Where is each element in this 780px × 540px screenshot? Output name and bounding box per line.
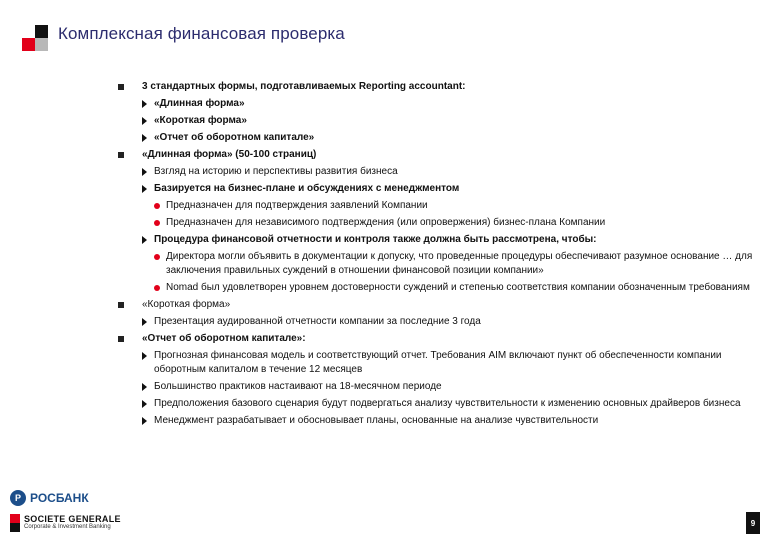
rosbank-icon: Р bbox=[10, 490, 26, 506]
bullet-item-level-1 bbox=[118, 332, 758, 346]
bullet-text: Базируется на бизнес-плане и обсуждениях с менеджментом bbox=[154, 183, 460, 194]
square-bullet-icon bbox=[118, 302, 124, 308]
bullet-item-level-2 bbox=[118, 233, 758, 247]
triangle-bullet-icon bbox=[142, 417, 147, 425]
bullet-item-level-2 bbox=[118, 131, 758, 145]
logo-square-gray bbox=[35, 38, 48, 51]
bullet-item-level-3 bbox=[118, 199, 758, 213]
page-number: 9 bbox=[746, 512, 760, 534]
bullet-text: Прогнозная финансовая модель и соответствующий отчет. Требования AIM включают пункт об обеспеченности компании оборотным капиталом в течение 12 месяцев bbox=[154, 350, 722, 375]
bullet-text: Большинство практиков настаивают на 18-месячном периоде bbox=[154, 381, 442, 392]
bullet-item-level-2 bbox=[118, 97, 758, 111]
bullet-item-level-2 bbox=[118, 165, 758, 179]
triangle-bullet-icon bbox=[142, 383, 147, 391]
page-title: Комплексная финансовая проверка bbox=[58, 24, 345, 43]
bullet-item-level-3 bbox=[118, 216, 758, 230]
bullet-item-level-2 bbox=[118, 182, 758, 196]
bullet-text: Процедура финансовой отчетности и контроля также должна быть рассмотрена, чтобы: bbox=[154, 234, 597, 245]
bullet-list bbox=[118, 80, 758, 431]
bullet-text: Nomad был удовлетворен уровнем достоверности суждений и степенью соответствия компании обозначенным требованиям bbox=[166, 282, 750, 293]
triangle-bullet-icon bbox=[142, 400, 147, 408]
bullet-item-level-1 bbox=[118, 80, 758, 94]
bullet-item-level-2 bbox=[118, 114, 758, 128]
bullet-item-level-3 bbox=[118, 281, 758, 295]
rosbank-name: РОСБАНК bbox=[30, 491, 89, 505]
bullet-item-level-2 bbox=[118, 315, 758, 329]
bullet-text: «Длинная форма» (50-100 страниц) bbox=[142, 149, 317, 160]
header-logo-squares bbox=[0, 0, 60, 60]
triangle-bullet-icon bbox=[142, 134, 147, 142]
bullet-text: «Длинная форма» bbox=[154, 98, 245, 109]
square-bullet-icon bbox=[118, 336, 124, 342]
bullet-item-level-1 bbox=[118, 298, 758, 312]
bullet-item-level-1 bbox=[118, 148, 758, 162]
bullet-text: «Короткая форма» bbox=[154, 115, 247, 126]
triangle-bullet-icon bbox=[142, 352, 147, 360]
triangle-bullet-icon bbox=[142, 185, 147, 193]
bullet-text: 3 стандартных формы, подготавливаемых Reporting accountant: bbox=[142, 81, 466, 92]
sg-mark-icon bbox=[10, 514, 20, 532]
bullet-text: Предназначен для независимого подтверждения (или опровержения) бизнес-плана Компании bbox=[166, 217, 606, 228]
bullet-text: Взгляд на историю и перспективы развития бизнеса bbox=[154, 166, 398, 177]
triangle-bullet-icon bbox=[142, 168, 147, 176]
dot-bullet-icon bbox=[154, 254, 160, 260]
bullet-text: Презентация аудированной отчетности компании за последние 3 года bbox=[154, 316, 481, 327]
bullet-text: Директора могли объявить в документации к допуску, что проведенные процедуры обеспечивают разумное основание … для заключения правильных суждений в отношении финансовой позиции компании» bbox=[166, 251, 753, 276]
triangle-bullet-icon bbox=[142, 100, 147, 108]
bullet-text: Предположения базового сценария будут подвергаться анализу чувствительности к изменению основных драйверов бизнеса bbox=[154, 398, 741, 409]
triangle-bullet-icon bbox=[142, 236, 147, 244]
bullet-item-level-2 bbox=[118, 380, 758, 394]
bullet-text: Предназначен для подтверждения заявлений Компании bbox=[166, 200, 428, 211]
logo-square-black bbox=[35, 25, 48, 38]
square-bullet-icon bbox=[118, 84, 124, 90]
bullet-item-level-2 bbox=[118, 414, 758, 428]
bullet-text: Менеджмент разрабатывает и обосновывает планы, основанные на анализе чувствительности bbox=[154, 415, 599, 426]
footer-logos bbox=[10, 488, 121, 532]
bullet-text: «Короткая форма» bbox=[142, 299, 231, 310]
bullet-item-level-3 bbox=[118, 250, 758, 278]
bullet-item-level-2 bbox=[118, 397, 758, 411]
bullet-item-level-2 bbox=[118, 349, 758, 377]
bullet-text: «Отчет об оборотном капитале» bbox=[154, 132, 315, 143]
rosbank-logo bbox=[10, 488, 121, 508]
triangle-bullet-icon bbox=[142, 318, 147, 326]
societe-generale-logo bbox=[10, 514, 121, 532]
sg-subtitle: Corporate & Investment Banking bbox=[24, 524, 111, 530]
dot-bullet-icon bbox=[154, 203, 160, 209]
sg-name: SOCIETE GENERALE bbox=[24, 514, 121, 524]
triangle-bullet-icon bbox=[142, 117, 147, 125]
dot-bullet-icon bbox=[154, 285, 160, 291]
bullet-text: «Отчет об оборотном капитале»: bbox=[142, 333, 306, 344]
logo-square-red bbox=[22, 38, 35, 51]
square-bullet-icon bbox=[118, 152, 124, 158]
dot-bullet-icon bbox=[154, 220, 160, 226]
